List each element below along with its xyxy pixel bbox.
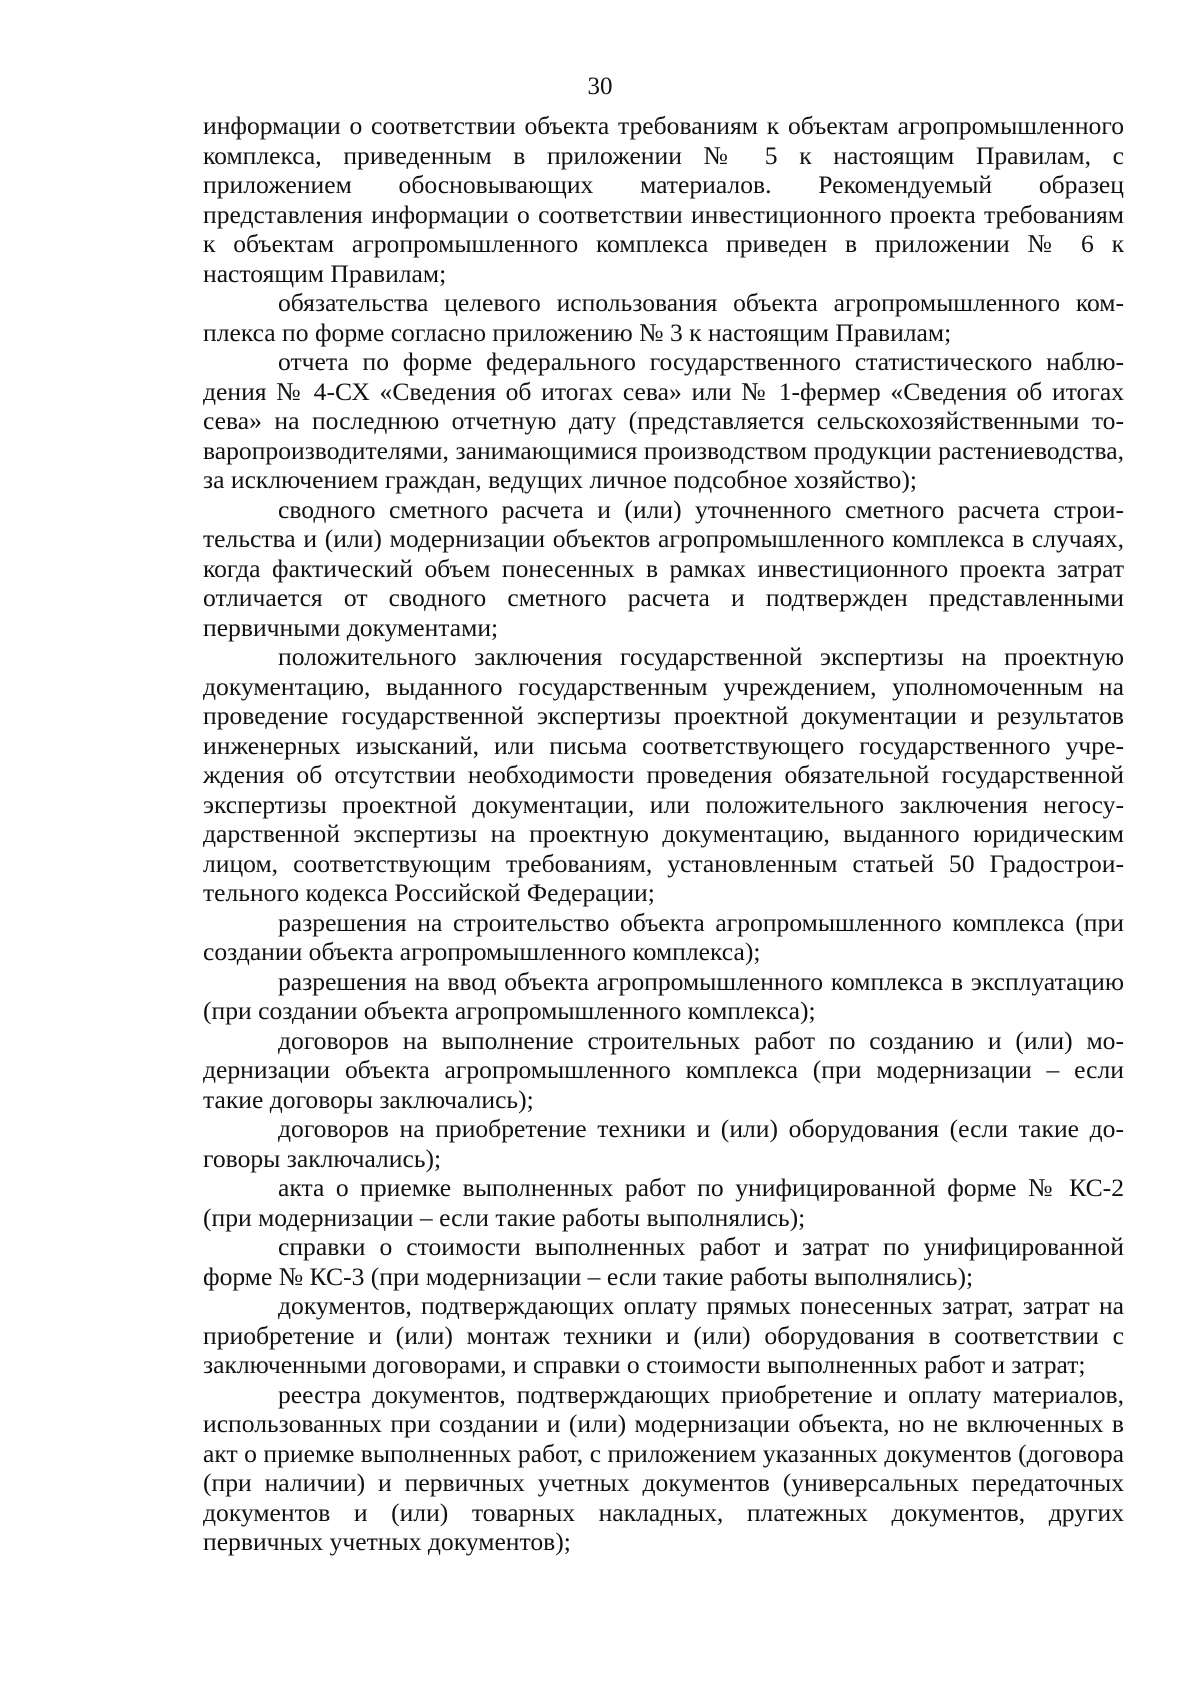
document-body bbox=[203, 111, 1124, 1557]
paragraph-1: информации о соответствии объекта требованиям к объектам агропромышленного комплекса, приведенным в приложении № 5 к настоящим Правилам, с приложением обосновывающих материалов. Рекомендуемый образец представления информации о соответствии инвестиционного проекта требованиям к объектам агропромышленного комплекса приведен в приложении № 6 к настоящим Правилам; bbox=[203, 111, 1124, 288]
paragraph-6: разрешения на строительство объекта агропромышленного комплекса (при создании объекта агропромышленного комплекса); bbox=[203, 907, 1124, 966]
paragraph-3: отчета по форме федерального государственного статистического наблюдения № 4-СХ «Сведения об итогах сева» или № 1-фермер «Сведения об итогах сева» на последнюю отчетную дату (представляется сельскохозяйственными товаропроизводителями, занимающимися производством продукции растениеводства, за исключением граждан, ведущих личное подсобное хозяйство); bbox=[203, 347, 1124, 494]
paragraph-2: обязательства целевого использования объекта агропромышленного комплекса по форме согласно приложению № 3 к настоящим Правилам; bbox=[203, 288, 1124, 347]
paragraph-7: разрешения на ввод объекта агропромышленного комплекса в эксплуатацию (при создании объекта агропромышленного комплекса); bbox=[203, 966, 1124, 1025]
paragraph-10: акта о приемке выполненных работ по унифицированной форме № КС-2 (при модернизации – если такие работы выполнялись); bbox=[203, 1173, 1124, 1232]
paragraph-4: сводного сметного расчета и (или) уточненного сметного расчета строительства и (или) модернизации объектов агропромышленного комплекса в случаях, когда фактический объем понесенных в рамках инвестиционного проекта затрат отличается от сводного сметного расчета и подтвержден представленными первичными документами; bbox=[203, 494, 1124, 642]
page-number: 30 bbox=[587, 73, 613, 100]
paragraph-9: договоров на приобретение техники и (или) оборудования (если такие договоры заключались); bbox=[203, 1114, 1124, 1173]
paragraph-12: документов, подтверждающих оплату прямых понесенных затрат, затрат на приобретение и (или) монтаж техники и (или) оборудования в соответствии с заключенными договорами, и справки о стоимости выполненных работ и затрат; bbox=[203, 1291, 1124, 1379]
paragraph-5: положительного заключения государственной экспертизы на проектную документацию, выданного государственным учреждением, уполномоченным на проведение государственной экспертизы проектной документации и результатов инженерных изысканий, или письма соответствующего государственного учреждения об отсутствии необходимости проведения обязательной государственной экспертизы проектной документации, или положительного заключения негосударственной экспертизы на проектную документацию, выданного юридическим лицом, соответствующим требованиям, установленным статьей 50 Градостроительного кодекса Российской Федерации; bbox=[203, 642, 1124, 907]
paragraph-11: справки о стоимости выполненных работ и затрат по унифицированной форме № КС-3 (при модернизации – если такие работы выполнялись); bbox=[203, 1232, 1124, 1291]
paragraph-13: реестра документов, подтверждающих приобретение и оплату материалов, использованных при создании и (или) модернизации объекта, но не включенных в акт о приемке выполненных работ, с приложением указанных документов (договора (при наличии) и первичных учетных документов (универсальных передаточных документов и (или) товарных накладных, платежных документов, других первичных учетных документов); bbox=[203, 1379, 1124, 1556]
paragraph-8: договоров на выполнение строительных работ по созданию и (или) модернизации объекта агропромышленного комплекса (при модернизации – если такие договоры заключались); bbox=[203, 1025, 1124, 1114]
